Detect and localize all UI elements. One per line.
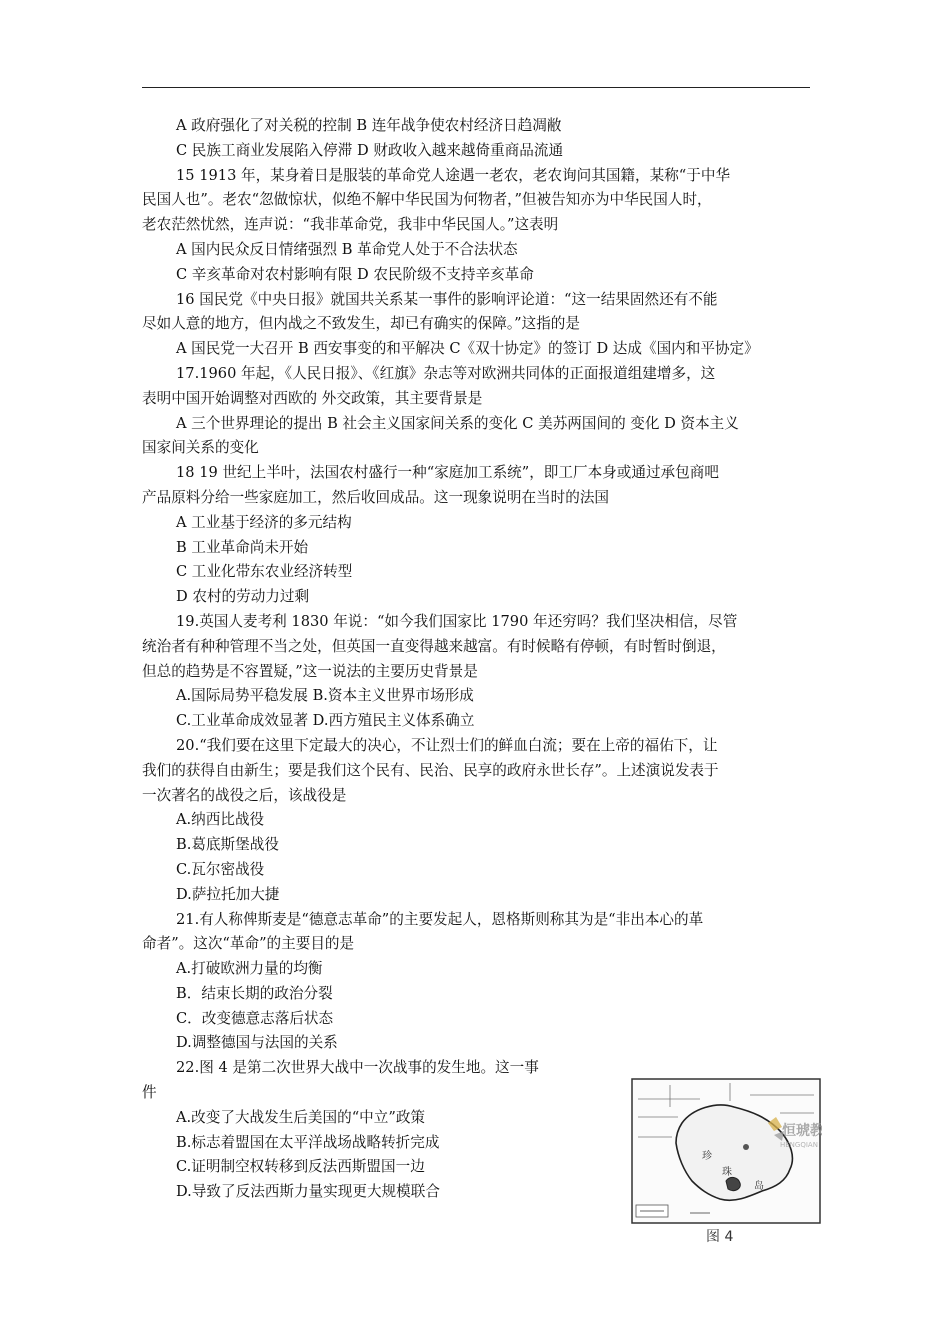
text-line: A.纳西比战役 [176,811,265,829]
text-line: A 国内民众反日情绪强烈 B 革命党人处于不合法状态 [176,240,518,258]
map-label-2: 珠 [722,1167,732,1178]
text-line: C．改变德意志落后状态 [176,1009,334,1027]
header-rule [142,87,810,88]
text-line: 18 19 世纪上半叶，法国农村盛行一种“家庭加工系统”，即工厂本身或通过承包商吧 [176,464,719,482]
text-line: 我们的获得自由新生；要是我们这个民有、民治、民享的政府永世长存”。上述演说发表于 [142,761,719,779]
text-line: 17.1960 年起，《人民日报》、《红旗》杂志等对欧洲共同体的正面报道组建增多，这 [176,364,716,382]
text-line: B.标志着盟国在太平洋战场战略转折完成 [176,1133,440,1151]
text-line: C.证明制空权转移到反法西斯盟国一边 [176,1158,425,1176]
text-line: A.国际局势平稳发展 B.资本主义世界市场形成 [176,687,474,705]
text-line: 15 1913 年，某身着日是服装的革命党人途遇一老农，老农询问其国籍，某称“于中华 [176,166,731,184]
text-line: 22.图 4 是第二次世界大战中一次战事的发生地。这一事 [176,1059,539,1077]
text-line: C 民族工商业发展陷入停滞 D 财政收入越来越倚重商品流通 [176,141,564,159]
text-line: B 工业革命尚未开始 [176,538,309,556]
text-line: C 辛亥革命对农村影响有限 D 农民阶级不支持辛亥革命 [176,265,534,283]
oahu-map-image [630,1077,822,1225]
text-line: A 国民党一大召开 B 西安事变的和平解决 C《双十协定》的签订 D 达成《国内和平协定》 [176,340,759,358]
text-line: C.工业革命成效显著 D.西方殖民主义体系确立 [176,712,475,730]
text-line: A 三个世界理论的提出 B 社会主义国家间关系的变化 C 美苏两国间的 变化 D 资本主义 [176,414,739,432]
text-line: 一次著名的战役之后，该战役是 [142,786,347,804]
text-line: 表明中国开始调整对西欧的 外交政策，其主要背景是 [142,389,483,407]
map-label-1: 珍 [702,1151,712,1162]
text-line: A 工业基于经济的多元结构 [176,513,352,531]
map-label-3: 岛 [754,1181,764,1192]
text-line: A 政府强化了对关税的控制 B 连年战争使农村经济日趋凋敝 [176,117,562,134]
text-line: D 农村的劳动力过剩 [176,588,310,606]
text-line: 统治者有种种管理不当之处，但英国一直变得越来越富。有时候略有停顿，有时暂时倒退， [142,637,726,655]
text-line: B.葛底斯堡战役 [176,836,279,854]
text-line: 19.英国人麦考利 1830 年说：“如今我们国家比 1790 年还穷吗？我们坚决相信，尽管 [176,612,738,630]
text-line: 国家间关系的变化 [142,439,259,457]
text-line: 尽如人意的地方，但内战之不致发生，却已有确实的保障。”这指的是 [142,315,580,333]
text-line: 命者”。这次“革命”的主要目的是 [142,935,355,953]
text-line: 但总的趋势是不容置疑，”这一说法的主要历史背景是 [142,662,478,680]
text-line: C.瓦尔密战役 [176,860,265,878]
text-line: C 工业化带东农业经济转型 [176,563,353,581]
document-body [142,114,810,1205]
text-line: B．结束长期的政治分裂 [176,984,333,1002]
text-line: 20.“我们要在这里下定最大的决心，不让烈士们的鲜血白流；要在上帝的福佑下，让 [176,736,718,754]
text-line: D.调整德国与法国的关系 [176,1034,338,1052]
figure-4-map [630,1077,822,1225]
text-line: 21.有人称俾斯麦是“德意志革命”的主要发起人，恩格斯则称其为是“非出本心的革 [176,910,704,928]
text-line: 件 [142,1084,157,1102]
text-line: 老农茫然忧然，连声说：“我非革命党，我非中华民国人。”这表明 [142,216,559,234]
text-line: D.导致了反法西斯力量实现更大规模联合 [176,1183,440,1201]
text-line: 16 国民党《中央日报》就国共关系某一事件的影响评论道：“这一结果固然还有不能 [176,290,718,308]
text-line: D.萨拉托加大捷 [176,885,280,903]
text-line: A.打破欧洲力量的均衡 [176,960,323,978]
text-line: 民国人也”。老农“忽做惊状，似绝不解中华民国为何物者，”但被告知亦为中华民国人时， [142,191,712,209]
text-line: A.改变了大战发生后美国的“中立”政策 [176,1108,426,1126]
figure-caption: 图 4 [706,1229,734,1245]
watermark-subtext: HENGQIAN [780,1141,818,1149]
watermark-text: 恒琥教 [782,1123,822,1139]
text-line: 产品原料分给一些家庭加工，然后收回成品。这一现象说明在当时的法国 [142,488,610,506]
